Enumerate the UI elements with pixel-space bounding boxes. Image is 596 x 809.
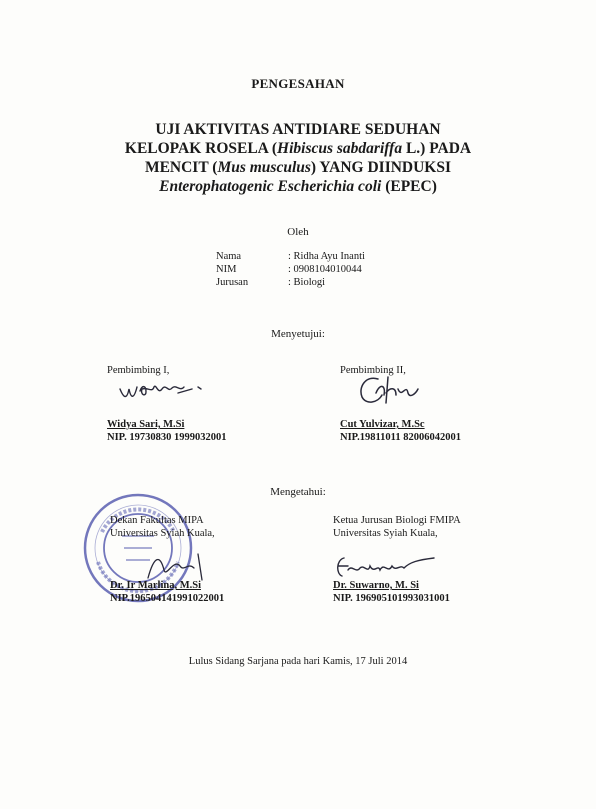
dekan-role-line1: Dekan Fakultas MIPA (110, 515, 204, 526)
pembimbing2-name: Cut Yulvizar, M.Sc (340, 419, 425, 430)
signature-pembimbing1-icon (118, 375, 208, 407)
ketua-role-line2: Universitas Syiah Kuala, (333, 528, 438, 539)
page-heading: PENGESAHAN (251, 76, 345, 91)
dekan-name: Dr. Ir Marlina, M.Si (110, 580, 201, 591)
pembimbing2-role: Pembimbing II, (340, 365, 406, 376)
oleh-label: Oleh (287, 226, 309, 238)
jurusan-value: : Biologi (288, 277, 326, 288)
signature-pembimbing2-icon (356, 373, 436, 409)
ketua-name: Dr. Suwarno, M. Si (333, 580, 419, 591)
mengetahui-label: Mengetahui: (270, 486, 326, 498)
name-value: : Ridha Ayu Inanti (288, 251, 365, 262)
pembimbing1-nip: NIP. 19730830 1999032001 (107, 432, 227, 443)
pembimbing1-name: Widya Sari, M.Si (107, 419, 185, 430)
ketua-nip: NIP. 196905101993031001 (333, 593, 450, 604)
title-line-3: MENCIT (Mus musculus) YANG DIINDUKSI (144, 159, 452, 176)
signature-ketua-icon (334, 552, 438, 582)
dekan-nip: NIP.196504141991022001 (110, 593, 225, 604)
pembimbing2-nip: NIP.19811011 82006042001 (340, 432, 461, 443)
dekan-role-line2: Universitas Syiah Kuala, (110, 528, 215, 539)
ketua-role-line1: Ketua Jurusan Biologi FMIPA (333, 515, 461, 526)
menyetujui-label: Menyetujui: (271, 328, 325, 340)
nim-label: NIM (216, 264, 237, 275)
title-line-2: KELOPAK ROSELA (Hibiscus sabdariffa L.) PADA (124, 140, 472, 157)
student-info (216, 250, 365, 289)
graduation-statement: Lulus Sidang Sarjana pada hari Kamis, 17 Juli 2014 (188, 656, 408, 667)
jurusan-label: Jurusan (216, 277, 249, 288)
thesis-title (0, 120, 596, 196)
name-label: Nama (216, 251, 242, 262)
title-line-4: Enterophatogenic Escherichia coli (EPEC) (159, 178, 437, 195)
pembimbing1-role: Pembimbing I, (107, 365, 170, 376)
nim-value: : 0908104010044 (288, 264, 362, 275)
title-line-1: UJI AKTIVITAS ANTIDIARE SEDUHAN (155, 121, 441, 138)
